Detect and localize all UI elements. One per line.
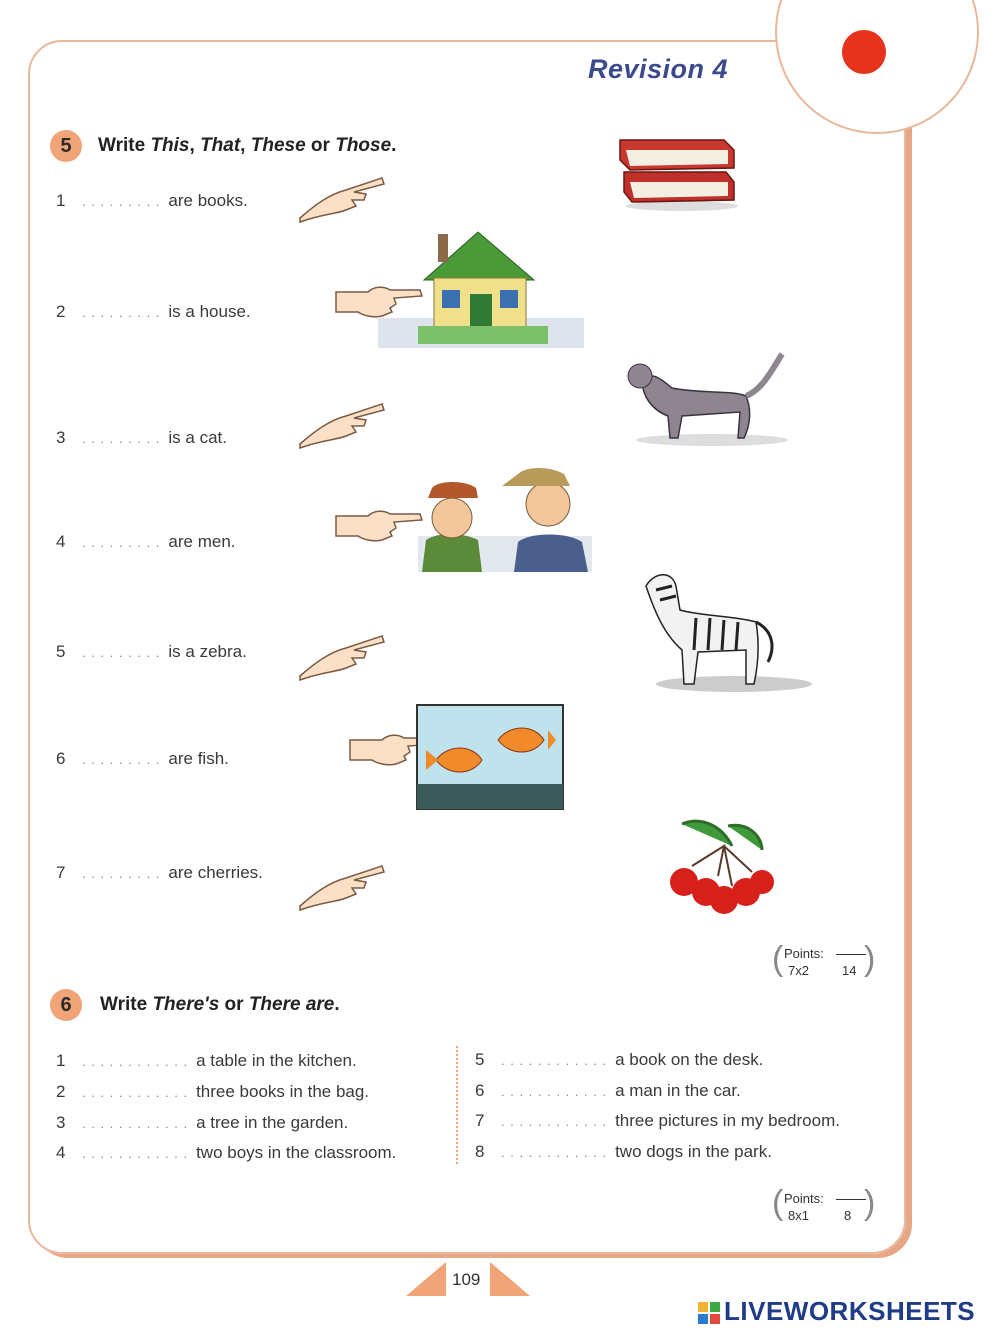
zebra-illustration: [636, 566, 816, 696]
answer-blank[interactable]: . . . . . . . . . . . .: [82, 1054, 189, 1069]
answer-blank[interactable]: . . . . . . . . . . . .: [82, 1146, 189, 1161]
ex5-item-3: 3 . . . . . . . . . is a cat.: [56, 428, 227, 447]
answer-blank[interactable]: . . . . . . . . . . . .: [501, 1084, 608, 1099]
house-illustration: [378, 228, 584, 348]
answer-blank[interactable]: . . . . . . . . .: [82, 194, 161, 209]
ex5-item-7: 7 . . . . . . . . . are cherries.: [56, 863, 263, 882]
exercise-6-badge: 6: [50, 989, 82, 1021]
cherries-illustration: [662, 816, 786, 916]
exercise-6-instruction: Write There's or There are.: [100, 994, 340, 1015]
points-paren-left: (: [772, 940, 784, 978]
points-paren-right: ): [864, 940, 876, 978]
men-illustration: [418, 466, 592, 572]
books-illustration: [616, 132, 744, 212]
cat-illustration: [622, 350, 792, 450]
answer-blank[interactable]: . . . . . . . . . . . .: [82, 1116, 189, 1131]
answer-blank[interactable]: . . . . . . . . . . . .: [501, 1114, 608, 1129]
fish-tank-illustration: [416, 704, 564, 810]
ex5-item-5: 5 . . . . . . . . . is a zebra.: [56, 642, 247, 661]
ex5-item-2: 2 . . . . . . . . . is a house.: [56, 302, 251, 321]
answer-blank[interactable]: . . . . . . . . .: [82, 752, 161, 767]
column-divider: [456, 1046, 458, 1164]
brand-wordmark[interactable]: LIVEWORKSHEETS: [724, 1296, 976, 1326]
exercise-5-instruction: Write This, That, These or Those.: [98, 135, 397, 156]
page-tab-right-icon: [490, 1262, 530, 1296]
liveworksheets-logo-icon: [698, 1302, 720, 1324]
pointing-hand-far-icon: [296, 394, 388, 450]
answer-blank[interactable]: . . . . . . . . . . . .: [501, 1053, 608, 1068]
ex5-item-4: 4 . . . . . . . . . are men.: [56, 532, 236, 551]
red-dot-icon: [842, 30, 886, 74]
ex6-item-8: 8 . . . . . . . . . . . . two dogs in the park.: [475, 1142, 772, 1161]
answer-blank[interactable]: . . . . . . . . . . . .: [501, 1145, 608, 1160]
pointing-hand-far-icon: [296, 856, 388, 912]
ex6-item-3: 3 . . . . . . . . . . . . a tree in the garden.: [56, 1113, 349, 1132]
answer-blank[interactable]: . . . . . . . . .: [82, 866, 161, 881]
exercise-5-badge: 5: [50, 130, 82, 162]
page-tab-left-icon: [406, 1262, 446, 1296]
ex6-points: Points: 8x1 8: [784, 1191, 870, 1225]
ex6-item-5: 5 . . . . . . . . . . . . a book on the desk.: [475, 1050, 764, 1069]
answer-blank[interactable]: . . . . . . . . .: [82, 305, 161, 320]
ex5-points: Points: 7x2 14: [784, 946, 870, 980]
answer-blank[interactable]: . . . . . . . . .: [82, 535, 161, 550]
pointing-hand-far-icon: [296, 626, 388, 682]
ex5-item-6: 6 . . . . . . . . . are fish.: [56, 749, 229, 768]
ex6-item-1: 1 . . . . . . . . . . . . a table in the kitchen.: [56, 1051, 357, 1070]
page-title: Revision 4: [588, 54, 729, 84]
ex6-item-6: 6 . . . . . . . . . . . . a man in the car.: [475, 1081, 741, 1100]
answer-blank[interactable]: . . . . . . . . .: [82, 645, 161, 660]
ex6-item-7: 7 . . . . . . . . . . . . three pictures in my bedroom.: [475, 1111, 840, 1130]
pointing-hand-near-icon: [334, 502, 426, 546]
answer-blank[interactable]: . . . . . . . . .: [82, 431, 161, 446]
pointing-hand-far-icon: [296, 168, 388, 224]
points-paren-left: (: [772, 1184, 784, 1222]
page-number: 109: [452, 1270, 481, 1289]
answer-blank[interactable]: . . . . . . . . . . . .: [82, 1085, 189, 1100]
ex6-item-2: 2 . . . . . . . . . . . . three books in the bag.: [56, 1082, 370, 1101]
points-paren-right: ): [864, 1184, 876, 1222]
ex5-item-1: 1 . . . . . . . . . are books.: [56, 191, 248, 210]
ex6-item-4: 4 . . . . . . . . . . . . two boys in the classroom.: [56, 1143, 397, 1162]
